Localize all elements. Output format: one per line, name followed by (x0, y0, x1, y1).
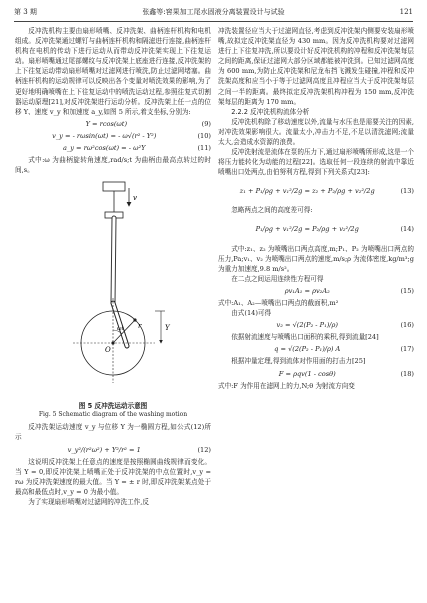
left-column (15, 26, 211, 507)
equation-16 (218, 320, 414, 330)
equation-body: a_y = rω²cos(ωt) = - ω²Y (62, 144, 146, 153)
equation-number: (9) (201, 119, 211, 128)
washing-motion-diagram (15, 178, 211, 402)
equation-number: (15) (400, 286, 414, 295)
paragraph: 反冲洗机构主要由扇形喷嘴、反冲洗架、曲柄连杆机构和电机组成。反冲洗架通过螺钉与曲柄连杆机构和隔滤进行连接,曲柄连杆机构在电机的传动下进行运动从而带动反冲洗架实现上下往复运动。扇形喷嘴通过尾部螺纹与反冲洗架上底座进行连接,反冲洗架的上下往复运动带动扇形喷嘴对过滤网进行喷洗,防止过滤网堵塞。曲柄连杆机构的运动规律可以反映出各个变量对喷洗效果的影响,为了更好地明确喷嘴在上下往复运动中的喷洗运动过程,参照往复式切割器运动原理[21],对反冲洗架进行运动分析。反冲洗架上任一点的位移 Y、速度 v_y 和加速度 a_y,如图 5 所示,着支坐标,分别为: (15, 27, 211, 116)
running-title: 张鑫等:窖果加工尾水固液分离装置设计与试验 (142, 8, 285, 16)
label-r: r (138, 322, 142, 331)
paragraph: 依据射流速度与喷嘴出口面积的乘积,得到流量[24] (231, 333, 379, 342)
paragraph: 由式(14)可得 (231, 309, 272, 318)
equation-body: z₁ + P₁/ρg + v₁²/2g = z₂ + P₂/ρg + v₂²/2g (239, 187, 375, 196)
equation-18 (218, 369, 414, 379)
paragraph: 为了实现扇形喷嘴对过滤网的冲洗工作,反 (28, 497, 149, 506)
label-O: O (105, 346, 111, 355)
equation-number: (11) (197, 144, 211, 153)
paragraph: 反冲洗射流是流体在泵的压力下,通过扇形喷嘴所形成,这是一个将压力能转化为动能的过程[22]。选取任何一段连续的射流中靠近喷嘴出口处两点,由伯努利方程,得到下列关系式[23]: (218, 148, 414, 177)
equation-number: (13) (400, 187, 414, 196)
equation-body: v₂ = √(2(P₂ - P₁)/ρ) (276, 321, 338, 330)
equation-12 (15, 445, 211, 455)
page-number: 121 (399, 8, 413, 16)
figure-caption-cn: 图 5 反冲洗运动示意图 (78, 402, 148, 411)
paragraph: 这说明反冲洗架上任意点的速度是按照椭圆曲线规律而变化。当 Y = 0,即反冲洗架上喷嘴正处于反冲洗架的中点位置时,v_y = rω 为反冲洗架速度的最大值。当 Y = ± r 时,即反冲洗架某点处于最高和最低点时,v_y = 0 为最小值。 (15, 457, 211, 496)
equation-10 (15, 131, 211, 141)
equation-number: (12) (197, 445, 211, 454)
equation-14 (218, 218, 414, 242)
figure-5 (15, 178, 211, 402)
equation-body: F = ρqv(1 - cosθ) (278, 369, 336, 378)
paragraph: 式中:F 为作用在滤网上的力,N;θ 为射流方向变 (218, 381, 355, 390)
equation-number: (16) (400, 321, 414, 330)
label-omega-t: ωt (117, 326, 124, 333)
paragraph: 在二点之间运用连续性方程可得 (231, 274, 324, 283)
equation-number: (10) (197, 131, 211, 140)
paragraph: 式中:A₁、A₂—喷嘴出口两点的截面积,m² (218, 298, 339, 307)
equation-13 (218, 179, 414, 203)
equation-body: ρv₁A₁ = ρv₂A₂ (284, 286, 330, 295)
washer-block (103, 182, 125, 191)
equation-number: (14) (400, 225, 414, 234)
equation-body: Y = rcos(ωt) (85, 119, 128, 128)
label-v: v (133, 194, 137, 203)
equation-11 (15, 143, 211, 153)
paragraph: 反冲洗架运动速度 v_y 与位移 Y 为一椭圆方程,如公式(12)所示 (15, 423, 211, 442)
equation-17 (218, 344, 414, 354)
header-rule (14, 21, 413, 22)
label-Y: Y (165, 324, 170, 333)
paragraph: 式中:z₁、z₂ 为喷嘴出口两点高度,m;P₁、P₂ 为喷嘴出口两点的压力,Pa;v₁、v₂ 为喷嘴出口两点的速度,m/s;ρ 为流体密度,kg/m³;g 为重力加速度,9.8 m/s²。 (218, 244, 414, 273)
paragraph: 反冲洗机构除了移动速度以外,流量与水压也是需要关注的因素,对冲洗效果影响很大。流量太小,冲击力不足,不足以清洗滤网;流量太大,会造成水资源的浪费。 (218, 117, 414, 147)
equation-number: (17) (400, 345, 414, 354)
equation-body: q = √(2(P₂ - P₁)/ρ) A (274, 345, 341, 354)
paragraph: 式中:ω 为曲柄旋转角速度,rad/s;t 为曲柄由最高点转过的时间,s。 (15, 156, 211, 175)
issue-label: 第 3 期 (14, 8, 37, 16)
right-column (218, 26, 414, 391)
paragraph: 忽略两点之间的高度差可得: (231, 206, 313, 215)
equation-body: v_y²/(r²ω²) + Y²/r² = 1 (67, 445, 141, 454)
equation-body: v_y = - rωsin(ωt) = - ω√(r² - Y²) (52, 131, 157, 140)
paragraph: 根据冲量定理,得到流体对作用面的打击力[25] (231, 357, 366, 366)
equation-body: P₁/ρg + v₁²/2g = P₂/ρg + v₂²/2g (255, 225, 359, 234)
paragraph: 冲洗装置径应当大于过滤网直径,考虑到反冲洗架内侧要安装扇形喷嘴,故拟定反冲洗架直径为 430 mm。因为反冲洗机构要对过滤网进行上下往复冲洗,所以要设计好反冲洗机构的冲程和反冲洗架每层之间的距离,保证过滤网大部分区域都能被冲洗到。已知过滤网高度为 600 mm,为防止反冲洗架和尼龙布挡飞溅发生碰撞,冲程和反冲洗架高度和应当小于等于过滤网高度且冲程应当大于反冲洗架每层之间一半的距离。最终拟定反冲洗架机构冲程为 150 mm,反冲洗架每层的距离为 170 mm。 (218, 27, 414, 106)
figure-caption-en: Fig. 5 Schematic diagram of the washing motion (38, 411, 188, 419)
equation-9 (15, 119, 211, 129)
section-title: 2.2.2 反冲洗机构流体分析 (231, 107, 310, 116)
equation-number: (18) (400, 369, 414, 378)
equation-15 (218, 286, 414, 296)
